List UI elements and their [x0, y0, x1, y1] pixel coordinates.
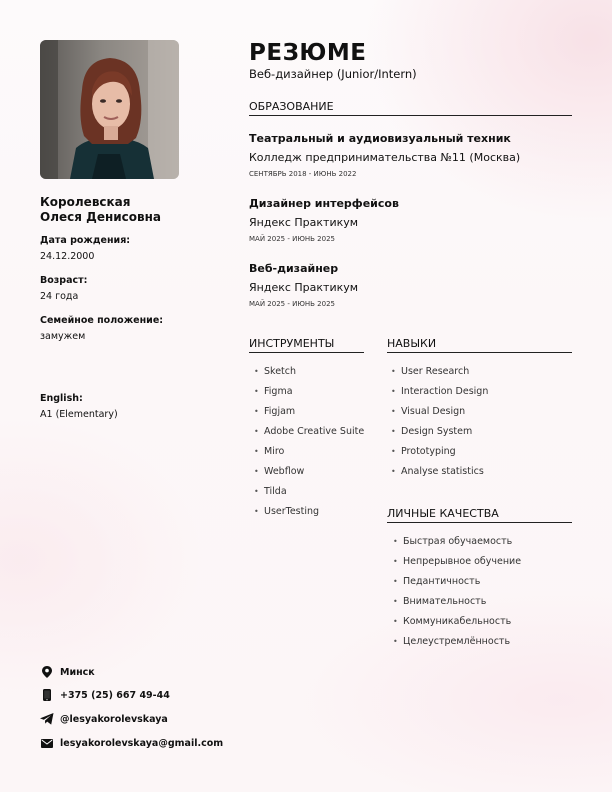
marital-status-value: замужем: [40, 331, 86, 342]
list-item: • Interaction Design: [387, 386, 488, 406]
tools-heading: ИНСТРУМЕНТЫ: [249, 337, 364, 353]
list-item: • Figma: [250, 386, 364, 406]
phone-text[interactable]: +375 (25) 667 49-44: [60, 689, 170, 701]
full-name: [40, 195, 220, 225]
list-item: • Быстрая обучаемость: [389, 536, 521, 556]
list-item: • Tilda: [250, 486, 364, 506]
list-item: • Prototyping: [387, 446, 488, 466]
education-heading: ОБРАЗОВАНИЕ: [249, 100, 572, 116]
education-item-title: Театральный и аудиовизуальный техник: [249, 132, 511, 145]
list-item: • Analyse statistics: [387, 466, 488, 486]
qualities-heading: ЛИЧНЫЕ КАЧЕСТВА: [387, 507, 572, 523]
birth-date-value: 24.12.2000: [40, 251, 95, 262]
profile-photo: [40, 40, 179, 179]
phone-icon: [40, 688, 54, 702]
email-text[interactable]: lesyakorolevskaya@gmail.com: [60, 737, 224, 749]
surname: Королевская: [40, 195, 131, 209]
list-item: • Внимательность: [389, 596, 521, 616]
list-item: • Коммуникабельность: [389, 616, 521, 636]
list-item: • UserTesting: [250, 506, 364, 526]
age-label: Возраст:: [40, 275, 88, 286]
english-value: A1 (Elementary): [40, 409, 118, 420]
location-pin-icon: [40, 665, 54, 679]
contact-email[interactable]: [40, 736, 223, 750]
list-item: • Miro: [250, 446, 364, 466]
list-item: • Webflow: [250, 466, 364, 486]
age-value: 24 года: [40, 291, 79, 302]
education-item-title: Веб-дизайнер: [249, 262, 339, 275]
birth-date-label: Дата рождения:: [40, 235, 131, 246]
education-item-institution: Колледж предпринимательства №11 (Москва): [249, 151, 521, 164]
telegram-text[interactable]: @lesyakorolevskaya: [60, 713, 168, 725]
list-item: • Педантичность: [389, 576, 521, 596]
list-item: • Design System: [387, 426, 488, 446]
list-item: • Figjam: [250, 406, 364, 426]
tools-list: [250, 366, 364, 526]
english-label: English:: [40, 393, 83, 404]
education-item-title: Дизайнер интерфейсов: [249, 197, 399, 210]
education-item-dates: МАЙ 2025 - ИЮНЬ 2025: [249, 300, 335, 308]
location-text: Минск: [60, 666, 95, 678]
mail-icon: [40, 736, 54, 750]
skills-list: [387, 366, 488, 486]
education-item-dates: СЕНТЯБРЬ 2018 - ИЮНЬ 2022: [249, 170, 357, 178]
page-subtitle: Веб-дизайнер (Junior/Intern): [249, 67, 417, 81]
page-title: РЕЗЮМЕ: [249, 40, 367, 66]
list-item: • Visual Design: [387, 406, 488, 426]
list-item: • Adobe Creative Suite: [250, 426, 364, 446]
list-item: • User Research: [387, 366, 488, 386]
contact-phone[interactable]: [40, 688, 170, 702]
list-item: • Непрерывное обучение: [389, 556, 521, 576]
list-item: • Целеустремлённость: [389, 636, 521, 656]
given-names: Олеся Денисовна: [40, 210, 161, 224]
education-item-institution: Яндекс Практикум: [249, 216, 359, 229]
education-item-dates: МАЙ 2025 - ИЮНЬ 2025: [249, 235, 335, 243]
marital-status-label: Семейное положение:: [40, 315, 164, 326]
contact-location: [40, 665, 95, 679]
education-item-institution: Яндекс Практикум: [249, 281, 359, 294]
telegram-icon: [40, 712, 54, 726]
list-item: • Sketch: [250, 366, 364, 386]
qualities-list: [389, 536, 521, 656]
skills-heading: НАВЫКИ: [387, 337, 572, 353]
contact-telegram[interactable]: [40, 712, 168, 726]
